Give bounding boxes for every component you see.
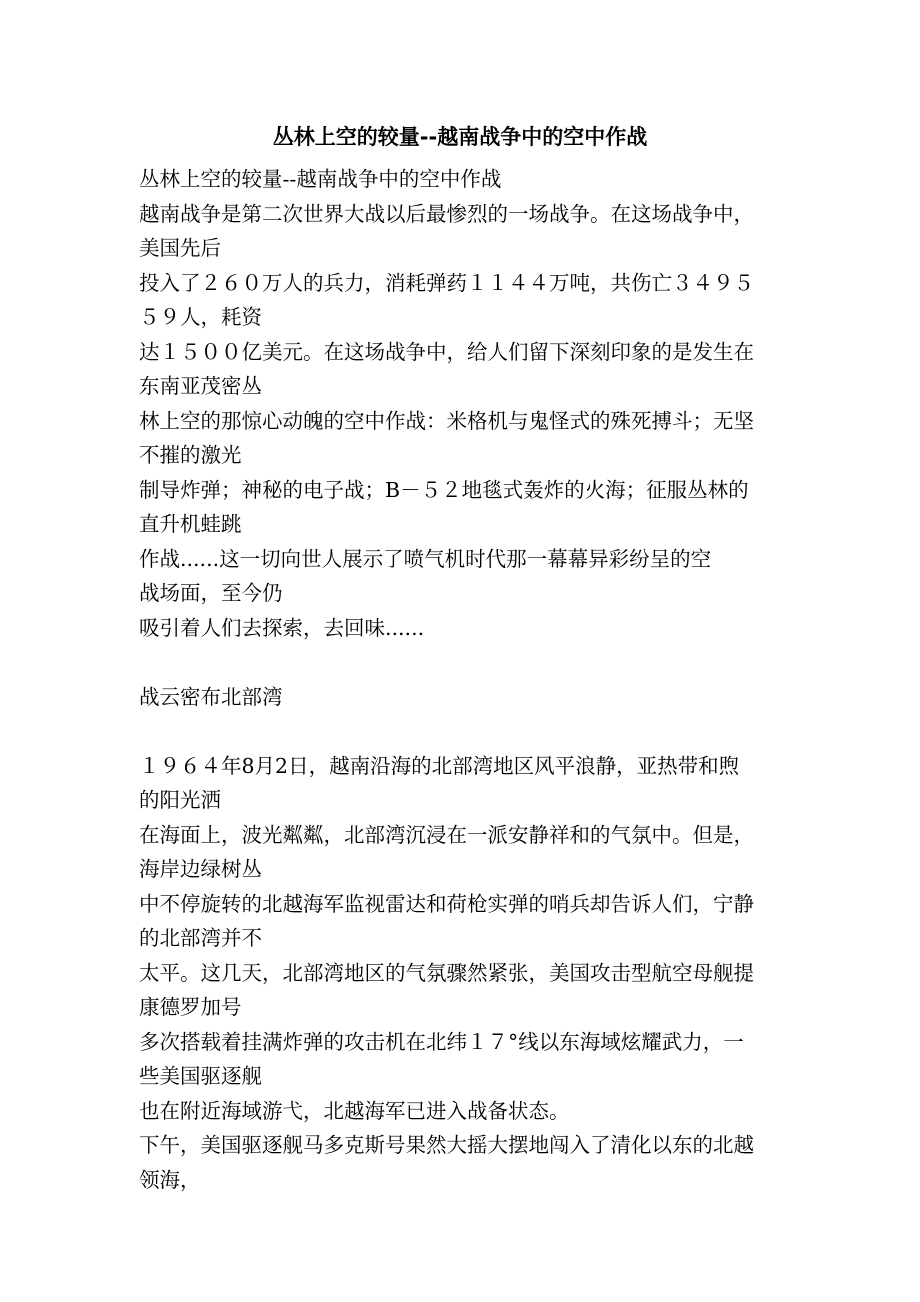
text-line: 的北部湾并不 <box>139 926 262 950</box>
text-line: 东南亚茂密丛 <box>139 374 262 398</box>
text-line: 下午，美国驱逐舰马多克斯号果然大摇大摆地闯入了清化以东的北越 <box>139 1133 754 1157</box>
text-line: 林上空的那惊心动魄的空中作战：米格机与鬼怪式的殊死搏斗；无坚 <box>139 408 754 433</box>
text-line: 美国先后 <box>139 236 221 260</box>
text-line: 领海， <box>139 1167 201 1192</box>
text-line: 战场面，至今仍 <box>139 581 283 605</box>
text-line: 康德罗加号 <box>139 995 242 1019</box>
text-line: 的阳光洒 <box>139 788 221 812</box>
blank-line <box>139 645 789 680</box>
blank-line <box>139 714 789 749</box>
text-line: 越南战争是第二次世界大战以后最惨烈的一场战争。在这场战争中， <box>139 201 754 226</box>
text-line: 在海面上，波光粼粼，北部湾沉浸在一派安静祥和的气氛中。但是， <box>139 822 754 847</box>
document-title: 丛林上空的较量--越南战争中的空中作战 <box>272 125 648 149</box>
text-line: 战云密布北部湾 <box>139 684 283 709</box>
text-line: 投入了２６０万人的兵力，消耗弹药１１４４万吨，共伤亡３４９５ <box>139 270 754 295</box>
text-line: 直升机蛙跳 <box>139 512 242 536</box>
text-line: 多次搭载着挂满炸弹的攻击机在北纬１７°线以东海域炫耀武力，一 <box>139 1029 744 1054</box>
text-line: 作战......这一切向世人展示了喷气机时代那一幕幕异彩纷呈的空 <box>139 546 712 571</box>
text-line: ５９人，耗资 <box>139 305 262 329</box>
document-body <box>139 162 789 1197</box>
text-line: 太平。这几天，北部湾地区的气氛骤然紧张，美国攻击型航空母舰提 <box>139 960 754 985</box>
text-line: 也在附近海域游弋，北越海军已进入战备状态。 <box>139 1098 570 1123</box>
text-line: 吸引着人们去探索，去回味...... <box>139 615 425 640</box>
text-line: 丛林上空的较量--越南战争中的空中作战 <box>139 167 502 191</box>
text-line: 达１５００亿美元。在这场战争中，给人们留下深刻印象的是发生在 <box>139 339 754 364</box>
text-line: 海岸边绿树丛 <box>139 857 262 881</box>
text-line: 中不停旋转的北越海军监视雷达和荷枪实弹的哨兵却告诉人们，宁静 <box>139 891 754 916</box>
text-line: 不摧的激光 <box>139 443 242 467</box>
text-line: 些美国驱逐舰 <box>139 1064 262 1088</box>
text-line: １９６４年8月2日，越南沿海的北部湾地区风平浪静，亚热带和煦 <box>139 753 740 778</box>
text-line: 制导炸弹；神秘的电子战；B－５２地毯式轰炸的火海；征服丛林的 <box>139 477 749 502</box>
